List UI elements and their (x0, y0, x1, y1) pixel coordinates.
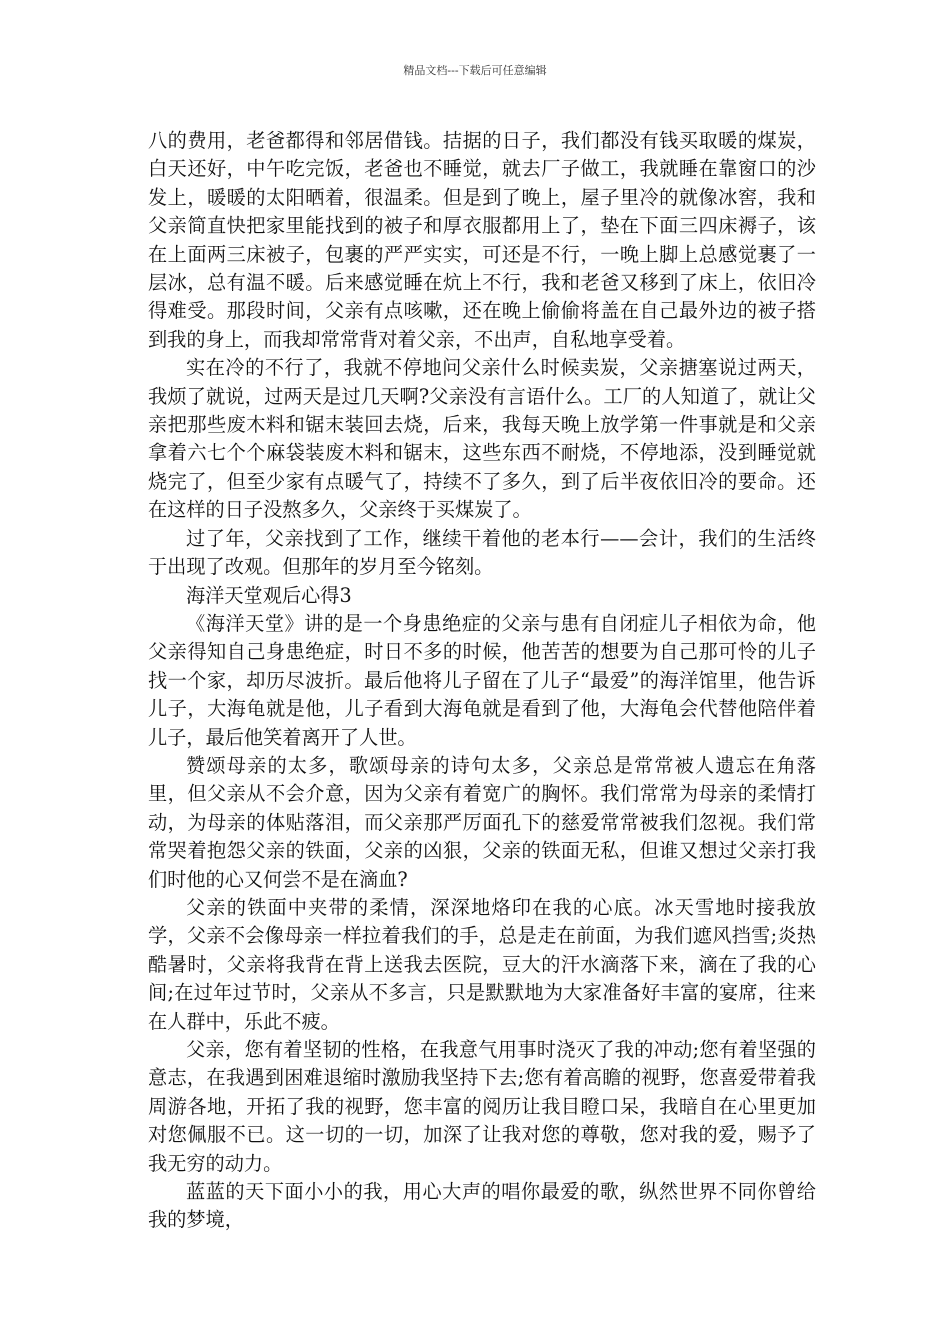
paragraph-4: 《海洋天堂》讲的是一个身患绝症的父亲与患有自闭症儿子相依为命，他父亲得知自己身患绝症，时日不多的时候，他苦苦的想要为自己那可怜的儿子找一个家，却历尽波折。最后他将儿子留在了儿子“最爱”的海洋馆里，他告诉儿子，大海龟就是他，儿子看到大海龟就是看到了他，大海龟会代替他陪伴着儿子，最后他笑着离开了人世。 (148, 611, 816, 749)
section-heading: 海洋天堂观后心得3 (186, 583, 352, 607)
paragraph-7: 父亲，您有着坚韧的性格，在我意气用事时浇灭了我的冲动;您有着坚强的意志，在我遇到困难退缩时激励我坚持下去;您有着高瞻的视野，您喜爱带着我周游各地，开拓了我的视野，您丰富的阅历让我目瞪口呆，我暗自在心里更加对您佩服不已。这一切的一切，加深了让我对您的尊敬，您对我的爱，赐予了我无穷的动力。 (148, 1038, 816, 1175)
paragraph-6: 父亲的铁面中夹带的柔情，深深地烙印在我的心底。冰天雪地时接我放学，父亲不会像母亲一样拉着我们的手，总是走在前面，为我们遮风挡雪;炎热酷暑时，父亲将我背在背上送我去医院，豆大的汗水滴落下来，滴在了我的心间;在过年过节时，父亲从不多言，只是默默地为大家准备好丰富的宴席，往来在人群中，乐此不疲。 (148, 895, 816, 1033)
document-body (148, 127, 816, 1235)
page-header: 精品文档---下载后可任意编辑 (403, 64, 547, 77)
paragraph-1: 八的费用，老爸都得和邻居借钱。拮据的日子，我们都没有钱买取暖的煤炭，白天还好，中午吃完饭，老爸也不睡觉，就去厂子做工，我就睡在靠窗口的沙发上，暖暖的太阳晒着，很温柔。但是到了晚上，屋子里冷的就像冰窖，我和父亲简直快把家里能找到的被子和厚衣服都用上了，垫在下面三四床褥子，该在上面两三床被子，包裹的严严实实，可还是不行，一晚上脚上总感觉裹了一层冰，总有温不暖。后来感觉睡在炕上不行，我和老爸又移到了床上，依旧冷得难受。那段时间，父亲有点咳嗽，还在晚上偷偷将盖在自己最外边的被子搭到我的身上，而我却常常背对着父亲，不出声，自私地享受着。 (148, 129, 816, 351)
paragraph-3: 过了年，父亲找到了工作，继续干着他的老本行——会计，我们的生活终于出现了改观。但那年的岁月至今铭刻。 (148, 526, 816, 579)
paragraph-5: 赞颂母亲的太多，歌颂母亲的诗句太多，父亲总是常常被人遗忘在角落里，但父亲从不会介意，因为父亲有着宽广的胸怀。我们常常为母亲的柔情打动，为母亲的体贴落泪，而父亲那严厉面孔下的慈爱常常被我们忽视。我们常常哭着抱怨父亲的铁面，父亲的凶狠，父亲的铁面无私，但谁又想过父亲打我们时他的心又何尝不是在滴血? (148, 753, 816, 891)
paragraph-8: 蓝蓝的天下面小小的我，用心大声的唱你最爱的歌，纵然世界不同你曾给我的梦境， (148, 1180, 816, 1232)
paragraph-2: 实在冷的不行了，我就不停地问父亲什么时候卖炭，父亲搪塞说过两天，我烦了就说，过两天是过几天啊?父亲没有言语什么。工厂的人知道了，就让父亲把那些废木料和锯末装回去烧，后来，我每天晚上放学第一件事就是和父亲拿着六七个个麻袋装废木料和锯末，这些东西不耐烧，不停地添，没到睡觉就烧完了，但至少家有点暖气了，持续不了多久，到了后半夜依旧冷的要命。还在这样的日子没熬多久，父亲终于买煤炭了。 (148, 356, 816, 522)
